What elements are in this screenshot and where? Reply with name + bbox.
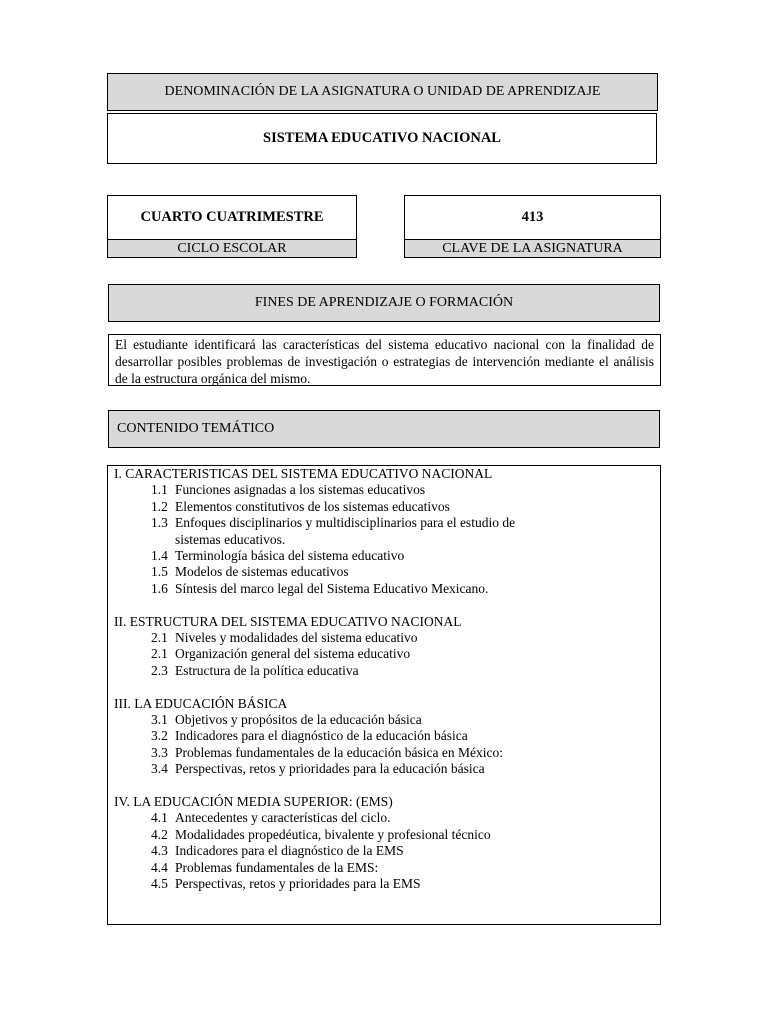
ciclo-label: CICLO ESCOLAR <box>107 239 357 258</box>
item-number: 3.1 <box>151 712 168 728</box>
unit-section <box>114 466 654 597</box>
item-text: Indicadores para el diagnóstico de la educación básica <box>175 728 468 744</box>
item-text: Perspectivas, retos y prioridades para la EMS <box>175 876 421 892</box>
item-text: Problemas fundamentales de la EMS: <box>175 859 379 875</box>
unit-title: III. LA EDUCACIÓN BÁSICA <box>114 695 288 711</box>
unit-item <box>114 745 654 761</box>
item-text: Funciones asignadas a los sistemas educativos <box>175 482 426 498</box>
item-number: 4.4 <box>151 859 168 875</box>
clave-label: CLAVE DE LA ASIGNATURA <box>404 239 661 258</box>
unit-item <box>114 810 654 826</box>
unit-item <box>114 548 654 564</box>
item-text: Enfoques disciplinarios y multidisciplinarios para el estudio de sistemas educativos. <box>175 515 516 547</box>
item-text: Modalidades propedéutica, bivalente y profesional técnico <box>175 826 491 842</box>
unit-item <box>114 630 654 646</box>
item-text: Modelos de sistemas educativos <box>175 564 349 580</box>
item-number: 4.2 <box>151 826 168 842</box>
unit-item <box>114 860 654 876</box>
item-number: 4.5 <box>151 876 168 892</box>
item-number: 4.1 <box>151 810 168 826</box>
unit-item <box>114 827 654 843</box>
unit-item <box>114 482 654 498</box>
unit-item <box>114 712 654 728</box>
item-text: Indicadores para el diagnóstico de la EMS <box>175 843 404 859</box>
item-number: 1.6 <box>151 580 168 596</box>
unit-item <box>114 499 654 515</box>
item-number: 1.3 <box>151 515 168 531</box>
unit-title: IV. LA EDUCACIÓN MEDIA SUPERIOR: (EMS) <box>114 794 393 810</box>
item-number: 1.2 <box>151 498 168 514</box>
item-number: 3.3 <box>151 744 168 760</box>
asignatura-title: SISTEMA EDUCATIVO NACIONAL <box>107 113 657 164</box>
unit-item <box>114 728 654 744</box>
unit-item <box>114 515 654 548</box>
item-text: Organización general del sistema educativo <box>175 646 411 662</box>
fines-text: El estudiante identificará las características del sistema educativo nacional con la finalidad de desarrollar posibles problemas de investigación o estrategias de intervención mediante el análisis de la estructura orgánica del mismo. <box>108 334 661 386</box>
item-number: 3.2 <box>151 728 168 744</box>
item-number: 4.3 <box>151 843 168 859</box>
item-text: Elementos constitutivos de los sistemas educativos <box>175 498 450 514</box>
unit-item <box>114 876 654 892</box>
item-text: Perspectivas, retos y prioridades para la educación básica <box>175 761 485 777</box>
item-text: Problemas fundamentales de la educación básica en México: <box>175 744 504 760</box>
unit-section <box>114 696 654 778</box>
unit-title: I. CARACTERISTICAS DEL SISTEMA EDUCATIVO NACIONAL <box>114 466 493 481</box>
item-number: 1.5 <box>151 564 168 580</box>
clave-value: 413 <box>404 195 661 240</box>
unit-item <box>114 581 654 597</box>
item-text: Antecedentes y características del ciclo. <box>175 810 391 826</box>
item-number: 2.1 <box>151 646 168 662</box>
denominacion-label: DENOMINACIÓN DE LA ASIGNATURA O UNIDAD DE APRENDIZAJE <box>107 73 658 111</box>
item-text: Objetivos y propósitos de la educación básica <box>175 712 422 728</box>
unit-item <box>114 843 654 859</box>
ciclo-value: CUARTO CUATRIMESTRE <box>107 195 357 240</box>
item-number: 2.1 <box>151 630 168 646</box>
unit-item <box>114 564 654 580</box>
contenido-heading: CONTENIDO TEMÁTICO <box>108 410 660 448</box>
unit-section <box>114 794 654 892</box>
item-text: Terminología básica del sistema educativo <box>175 548 405 564</box>
item-number: 3.4 <box>151 761 168 777</box>
item-text: Síntesis del marco legal del Sistema Educativo Mexicano. <box>175 580 489 596</box>
item-text: Estructura de la política educativa <box>175 662 359 678</box>
item-number: 1.1 <box>151 482 168 498</box>
unit-item <box>114 663 654 679</box>
unit-item <box>114 646 654 662</box>
temario-list <box>107 465 661 925</box>
fines-heading: FINES DE APRENDIZAJE O FORMACIÓN <box>108 284 660 322</box>
item-number: 1.4 <box>151 548 168 564</box>
unit-title: II. ESTRUCTURA DEL SISTEMA EDUCATIVO NACIONAL <box>114 613 462 629</box>
unit-item <box>114 761 654 777</box>
unit-section <box>114 614 654 680</box>
item-number: 2.3 <box>151 662 168 678</box>
item-text: Niveles y modalidades del sistema educativo <box>175 630 418 646</box>
